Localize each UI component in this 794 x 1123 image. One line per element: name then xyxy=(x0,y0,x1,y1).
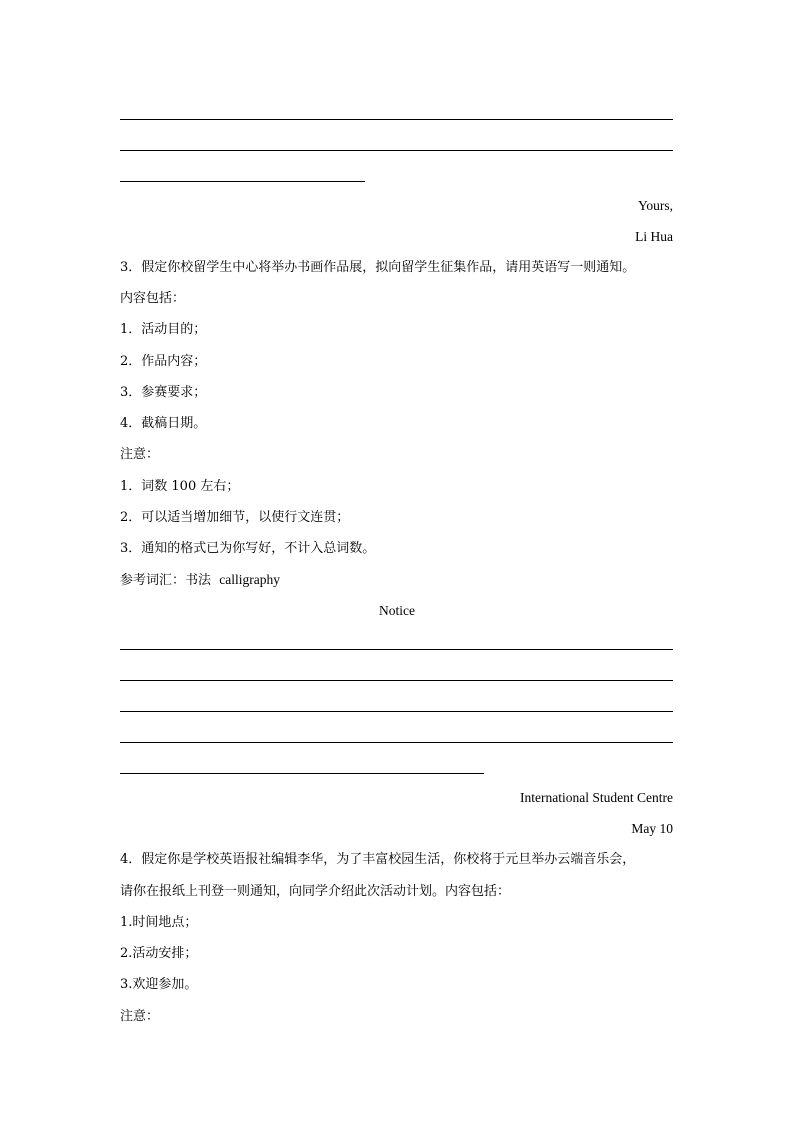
answer-line-short[interactable] xyxy=(120,181,365,182)
task4-item: 1.时间地点； xyxy=(120,915,198,930)
task3-note-item: 3．通知的格式已为你写好，不计入总词数。 xyxy=(120,541,376,556)
task3-content-heading: 内容包括： xyxy=(120,291,186,306)
notice-date: May 10 xyxy=(631,821,673,836)
answer-line-short[interactable] xyxy=(120,773,484,774)
notice-title: Notice xyxy=(379,603,415,618)
answer-line[interactable] xyxy=(120,742,673,743)
task3-note-item: 1．词数 100 左右； xyxy=(120,479,240,494)
task3-vocab-word: calligraphy xyxy=(219,572,281,587)
answer-line[interactable] xyxy=(120,680,673,681)
task3-vocab-label: 参考词汇：书法 xyxy=(120,573,212,588)
task3-vocab xyxy=(120,571,280,590)
task3-content-item: 4．截稿日期。 xyxy=(120,416,207,431)
letter-signature-name: Li Hua xyxy=(635,229,673,244)
task3-note-item: 2．可以适当增加细节，以使行文连贯； xyxy=(120,510,350,525)
task4-prompt-line1: 4．假定你是学校英语报社编辑李华，为了丰富校园生活，你校将于元旦举办云端音乐会， xyxy=(120,852,636,867)
task3-content-item: 3．参赛要求； xyxy=(120,385,207,400)
task3-content-item: 1．活动目的； xyxy=(120,322,207,337)
task4-notes-heading: 注意： xyxy=(120,1009,160,1024)
task4-item: 3.欢迎参加。 xyxy=(120,977,198,992)
answer-line[interactable] xyxy=(120,119,673,120)
task3-notes-heading: 注意： xyxy=(120,447,160,462)
task4-prompt-line2: 请你在报纸上刊登一则通知，向同学介绍此次活动计划。内容包括： xyxy=(120,884,511,899)
task3-prompt: 3．假定你校留学生中心将举办书画作品展，拟向留学生征集作品，请用英语写一则通知。 xyxy=(120,260,636,275)
notice-signature: International Student Centre xyxy=(520,790,673,805)
letter-sign-off: Yours, xyxy=(637,198,673,213)
task3-content-item: 2．作品内容； xyxy=(120,354,207,369)
task4-item: 2.活动安排； xyxy=(120,946,198,961)
answer-line[interactable] xyxy=(120,711,673,712)
answer-line[interactable] xyxy=(120,150,673,151)
answer-line[interactable] xyxy=(120,649,673,650)
